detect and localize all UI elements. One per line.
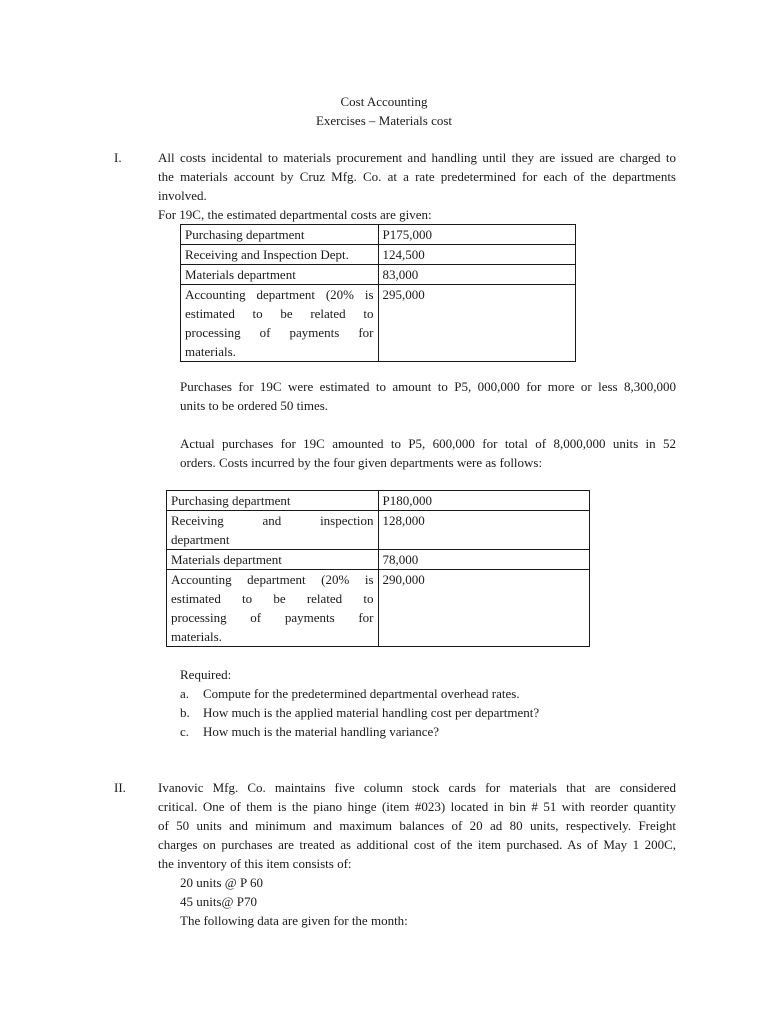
dept-line: materials. bbox=[171, 629, 222, 644]
dept-line: Receiving and inspection bbox=[171, 513, 374, 528]
estimated-costs-table bbox=[180, 224, 576, 362]
table-row bbox=[167, 570, 590, 647]
amount-cell: 128,000 bbox=[378, 511, 589, 550]
section-2-intro-line: Ivanovic Mfg. Co. maintains five column stock cards for materials that are considered bbox=[158, 780, 676, 795]
amount-cell: 78,000 bbox=[378, 550, 589, 570]
required-item-letter: b. bbox=[180, 705, 190, 720]
required-item-text: Compute for the predetermined departmental overhead rates. bbox=[203, 686, 520, 701]
purchases-actual-line: orders. Costs incurred by the four given departments were as follows: bbox=[180, 455, 543, 470]
table-row bbox=[167, 511, 590, 550]
document-title: Cost Accounting bbox=[340, 94, 428, 109]
amount-cell: P175,000 bbox=[378, 225, 575, 245]
table-row bbox=[167, 491, 590, 511]
inventory-line: 20 units @ P 60 bbox=[180, 875, 264, 890]
estimated-costs-intro: For 19C, the estimated departmental costs are given: bbox=[158, 207, 432, 222]
section-2-intro-line: of 50 units and minimum and maximum balances of 20 ad 80 units, respectively. Freight bbox=[158, 818, 676, 833]
inventory-line: 45 units@ P70 bbox=[180, 894, 257, 909]
amount-cell: 290,000 bbox=[378, 570, 589, 647]
section-2-intro-line: critical. One of them is the piano hinge (item #023) located in bin # 51 with reorder quantity bbox=[158, 799, 676, 814]
table-row bbox=[181, 245, 576, 265]
section-2-intro-line: the inventory of this item consists of: bbox=[158, 856, 352, 871]
dept-cell: Receiving and Inspection Dept. bbox=[181, 245, 379, 265]
dept-line: department bbox=[171, 532, 230, 547]
table-row bbox=[181, 265, 576, 285]
amount-cell: 124,500 bbox=[378, 245, 575, 265]
required-item-letter: c. bbox=[180, 724, 190, 739]
dept-cell: Purchasing department bbox=[167, 491, 379, 511]
required-label: Required: bbox=[180, 667, 232, 682]
dept-line: estimated to be related to bbox=[171, 591, 374, 606]
dept-cell: Materials department bbox=[167, 550, 379, 570]
dept-cell: Materials department bbox=[181, 265, 379, 285]
dept-line: processing of payments for bbox=[171, 610, 374, 625]
section-1-intro-line: the materials account by Cruz Mfg. Co. at a rate predetermined for each of the departments bbox=[158, 169, 676, 184]
section-2-intro-line: charges on purchases are treated as additional cost of the item purchased. As of May 1 200C, bbox=[158, 837, 676, 852]
closing-line: The following data are given for the month: bbox=[180, 913, 408, 928]
actual-costs-table bbox=[166, 490, 590, 647]
table-row bbox=[181, 285, 576, 362]
amount-cell: 295,000 bbox=[378, 285, 575, 362]
required-item-text: How much is the applied material handling cost per department? bbox=[203, 705, 540, 720]
dept-line: Accounting department (20% is bbox=[185, 287, 374, 302]
required-item-letter: a. bbox=[180, 686, 190, 701]
section-2-numeral: II. bbox=[114, 780, 126, 795]
table-row bbox=[167, 550, 590, 570]
dept-cell bbox=[167, 511, 379, 550]
required-item-text: How much is the material handling variance? bbox=[203, 724, 440, 739]
section-1-intro-line: All costs incidental to materials procurement and handling until they are issued are charged to bbox=[158, 150, 676, 165]
document-subtitle: Exercises – Materials cost bbox=[315, 113, 453, 128]
purchases-actual-line: Actual purchases for 19C amounted to P5, 600,000 for total of 8,000,000 units in 52 bbox=[180, 436, 676, 451]
table-row bbox=[181, 225, 576, 245]
section-1-numeral: I. bbox=[114, 150, 122, 165]
amount-cell: 83,000 bbox=[378, 265, 575, 285]
dept-cell bbox=[167, 570, 379, 647]
dept-line: estimated to be related to bbox=[185, 306, 374, 321]
dept-line: processing of payments for bbox=[185, 325, 374, 340]
purchases-estimated-line: Purchases for 19C were estimated to amount to P5, 000,000 for more or less 8,300,000 bbox=[180, 379, 676, 394]
purchases-estimated-line: units to be ordered 50 times. bbox=[180, 398, 329, 413]
amount-cell: P180,000 bbox=[378, 491, 589, 511]
dept-line: Accounting department (20% is bbox=[171, 572, 374, 587]
dept-cell bbox=[181, 285, 379, 362]
section-1-intro-line: involved. bbox=[158, 188, 207, 203]
dept-cell: Purchasing department bbox=[181, 225, 379, 245]
dept-line: materials. bbox=[185, 344, 236, 359]
